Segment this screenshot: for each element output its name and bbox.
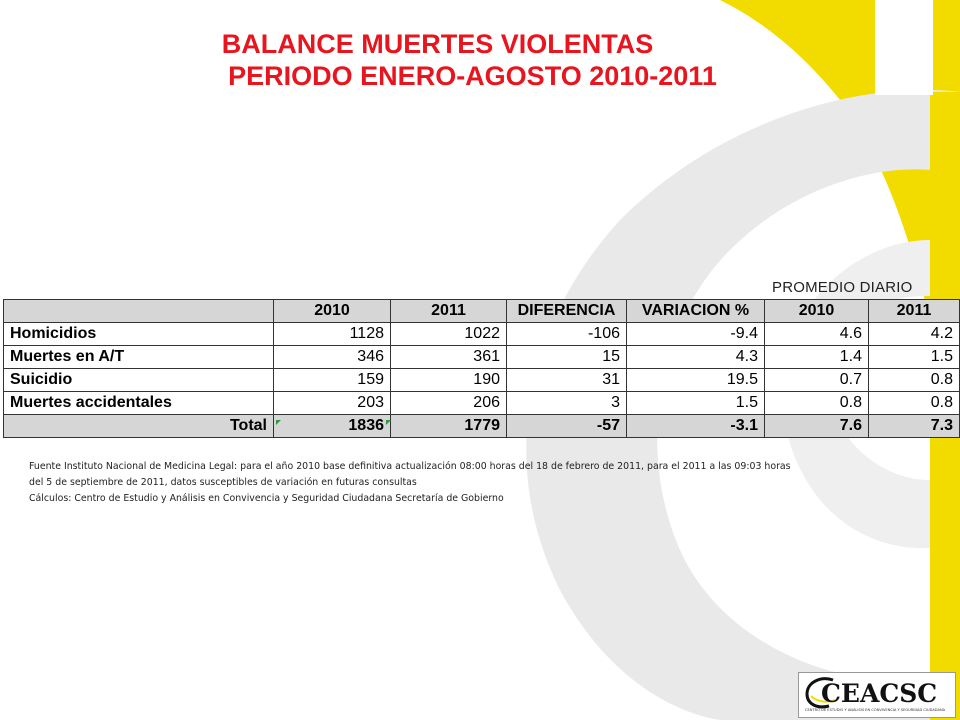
table-cell: 346: [274, 346, 391, 369]
header-cell-variacion: VARIACION %: [627, 300, 765, 323]
table-cell: 15: [507, 346, 627, 369]
row-label: Muertes accidentales: [4, 392, 274, 415]
table-cell: 1022: [391, 323, 507, 346]
table-row: [4, 392, 960, 415]
table-cell: 0.7: [765, 369, 869, 392]
logo-wordmark: CEACSC: [821, 679, 938, 708]
table-row: [4, 369, 960, 392]
table-cell: 1.5: [869, 346, 960, 369]
header-cell-2010: 2010: [274, 300, 391, 323]
total-cell: -3.1: [627, 415, 765, 438]
total-cell: 1779: [391, 415, 507, 438]
table-cell: 0.8: [765, 392, 869, 415]
total-cell: 7.3: [869, 415, 960, 438]
header-cell-promedio-2011: 2011: [869, 300, 960, 323]
header-cell-promedio-2010: 2010: [765, 300, 869, 323]
source-notes: [29, 459, 929, 507]
table-cell: 31: [507, 369, 627, 392]
balance-table: [3, 299, 960, 438]
table-cell: 1128: [274, 323, 391, 346]
header-cell-2011: 2011: [391, 300, 507, 323]
ceacsc-logo: [798, 672, 956, 718]
table-cell: 3: [507, 392, 627, 415]
table-cell: 361: [391, 346, 507, 369]
total-label: Total: [4, 415, 274, 438]
cell-note-indicator-icon: [276, 420, 281, 425]
source-note-line: Fuente Instituto Nacional de Medicina Legal: para el año 2010 base definitiva actualización 08:00 horas del 18 de febrero de 2011, para el 2011 a las 09:03 horas: [29, 461, 791, 472]
table-cell: 0.8: [869, 369, 960, 392]
page-title: [0, 28, 960, 92]
header-cell-diferencia: DIFERENCIA: [507, 300, 627, 323]
promedio-diario-label: PROMEDIO DIARIO: [772, 279, 913, 296]
row-label: Muertes en A/T: [4, 346, 274, 369]
table-cell: 1.5: [627, 392, 765, 415]
table-cell: 190: [391, 369, 507, 392]
table-cell: 4.2: [869, 323, 960, 346]
cell-note-indicator-icon: [386, 420, 391, 425]
table-cell: -106: [507, 323, 627, 346]
table-cell: 206: [391, 392, 507, 415]
row-label: Suicidio: [4, 369, 274, 392]
table-cell: 159: [274, 369, 391, 392]
table-cell: -9.4: [627, 323, 765, 346]
row-label: Homicidios: [4, 323, 274, 346]
total-row: [4, 415, 960, 438]
table-header-row: [4, 300, 960, 323]
total-cell: 7.6: [765, 415, 869, 438]
header-cell-empty: [4, 300, 274, 323]
table-row: [4, 346, 960, 369]
total-cell: 1836: [274, 415, 391, 438]
table-cell: 4.6: [765, 323, 869, 346]
title-line-2: PERIODO ENERO-AGOSTO 2010-2011: [228, 61, 717, 91]
title-line-1: BALANCE MUERTES VIOLENTAS: [221, 29, 654, 59]
table-cell: 19.5: [627, 369, 765, 392]
table-cell: 1.4: [765, 346, 869, 369]
total-cell: -57: [507, 415, 627, 438]
logo-subtitle: CENTRO DE ESTUDIO Y ANÁLISIS EN CONVIVENCIA Y SEGURIDAD CIUDADANA: [805, 708, 946, 712]
table-cell: 0.8: [869, 392, 960, 415]
source-note-line: del 5 de septiembre de 2011, datos susceptibles de variación en futuras consultas: [29, 477, 417, 488]
calculation-note-line: Cálculos: Centro de Estudio y Análisis en Convivencia y Seguridad Ciudadana Secretaría de Gobierno: [29, 493, 504, 504]
table-row: [4, 323, 960, 346]
table-cell: 203: [274, 392, 391, 415]
table-cell: 4.3: [627, 346, 765, 369]
